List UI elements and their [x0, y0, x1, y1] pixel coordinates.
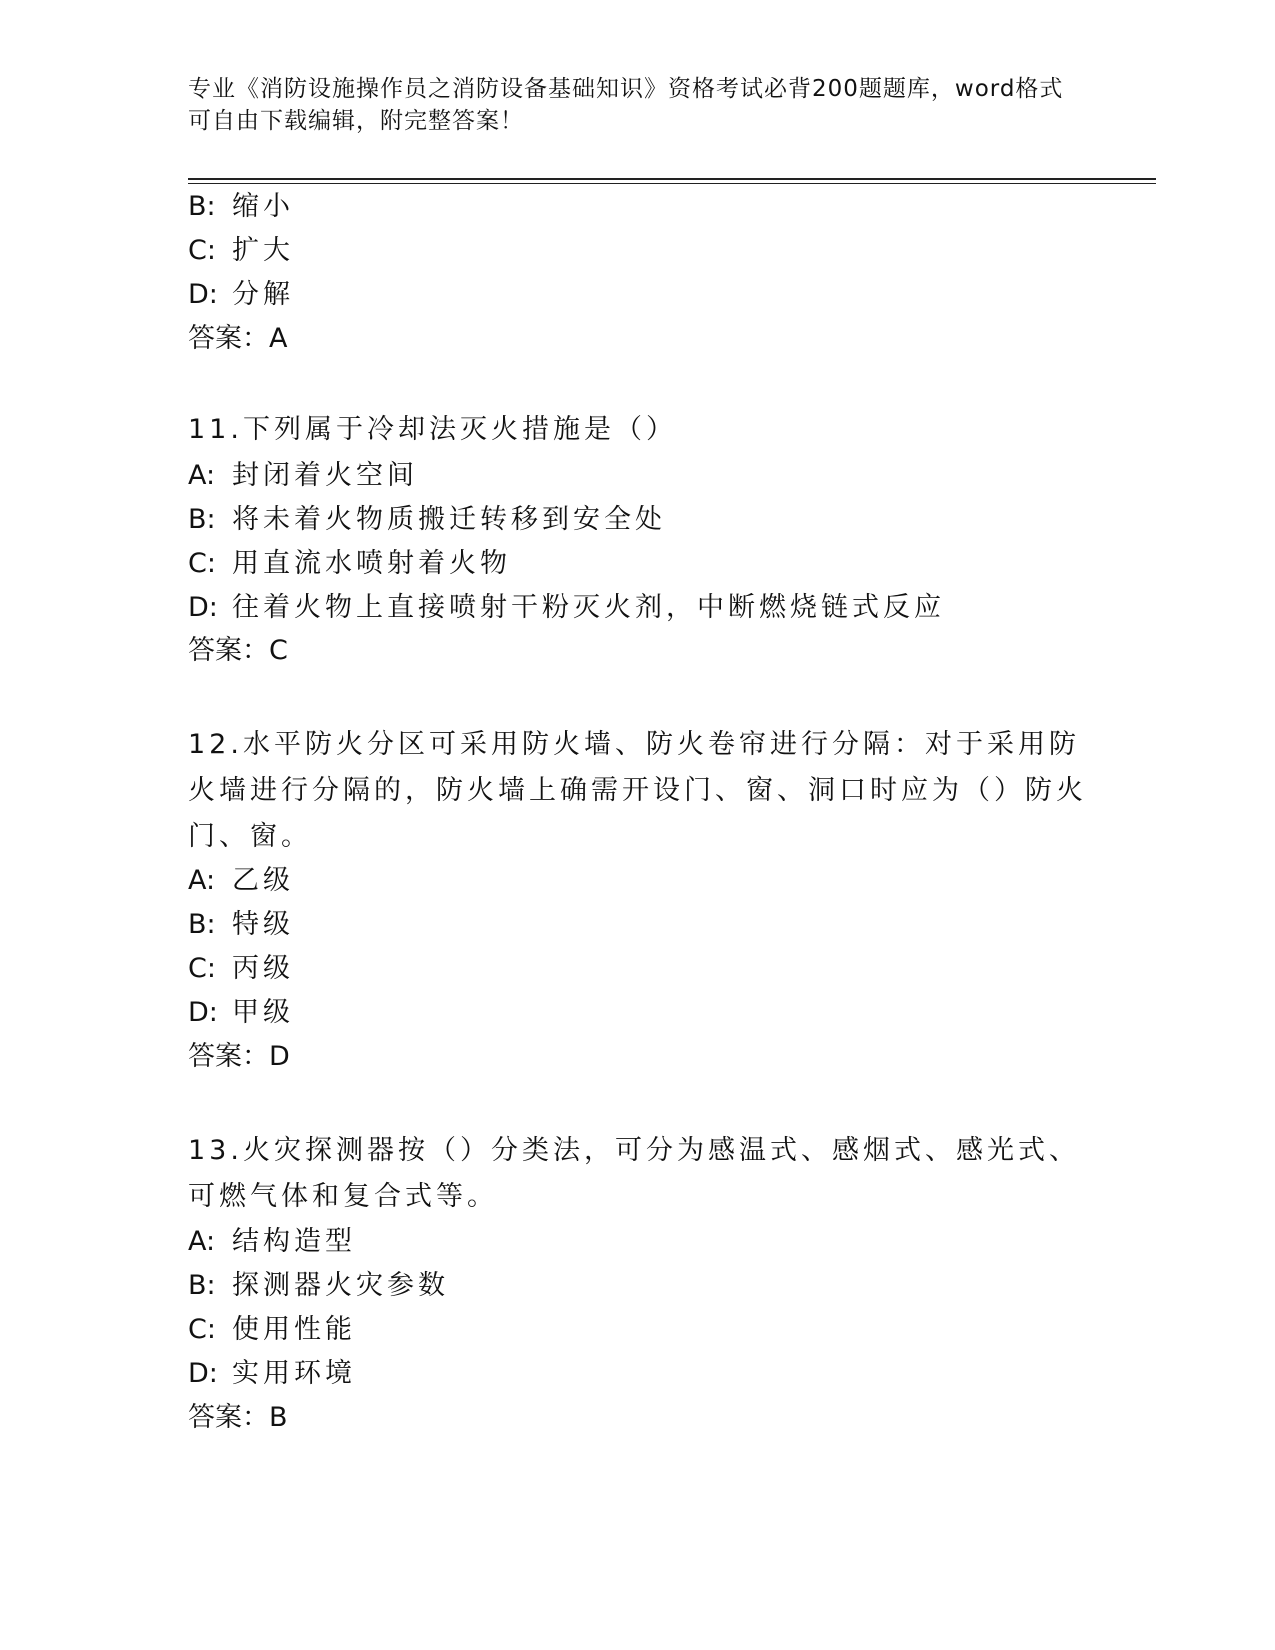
option-text: 用直流水喷射着火物	[232, 548, 511, 579]
question-stem: 13.火灾探测器按（）分类法，可分为感温式、感烟式、感光式、可燃气体和复合式等。	[188, 1135, 1080, 1212]
question-stem: 11.下列属于冷却法灭火措施是（）	[188, 414, 677, 445]
option-text: 将未着火物质搬迁转移到安全处	[232, 504, 666, 535]
question-stem: 12.水平防火分区可采用防火墙、防火卷帘进行分隔：对于采用防火墙进行分隔的，防火墙上确需开设门、窗、洞口时应为（）防火门、窗。	[188, 729, 1087, 852]
option-line	[188, 547, 511, 581]
option-line	[188, 864, 294, 898]
option-line	[188, 190, 294, 224]
option-text: 特级	[232, 909, 294, 940]
option-text: 丙级	[232, 953, 294, 984]
option-line	[188, 459, 418, 493]
option-label: C:	[188, 235, 216, 266]
option-line	[188, 1269, 449, 1303]
answer-line: 答案：B	[188, 1402, 288, 1433]
answer-line: 答案：C	[188, 635, 288, 666]
option-line	[188, 234, 294, 268]
option-label: C:	[188, 548, 216, 579]
option-label: B:	[188, 909, 216, 940]
answer-line: 答案：A	[188, 323, 288, 354]
option-line	[188, 996, 294, 1030]
option-label: D:	[188, 592, 218, 623]
option-line	[188, 952, 294, 986]
option-line	[188, 1357, 356, 1391]
option-label: B:	[188, 191, 216, 222]
option-label: D:	[188, 997, 218, 1028]
option-line	[188, 278, 294, 312]
option-text: 封闭着火空间	[232, 460, 418, 491]
option-line	[188, 1225, 356, 1259]
answer-line: 答案：D	[188, 1041, 290, 1072]
document-header: 专业《消防设施操作员之消防设备基础知识》资格考试必背200题题库，word格式可自由下载编辑，附完整答案！	[188, 76, 1064, 134]
option-text: 乙级	[232, 865, 294, 896]
option-label: D:	[188, 279, 218, 310]
option-text: 结构造型	[232, 1226, 356, 1257]
option-label: B:	[188, 1270, 216, 1301]
option-line	[188, 591, 945, 625]
option-label: D:	[188, 1358, 218, 1389]
option-label: A:	[188, 865, 216, 896]
option-text: 使用性能	[232, 1314, 356, 1345]
option-line	[188, 1313, 356, 1347]
option-label: C:	[188, 953, 216, 984]
option-label: A:	[188, 460, 216, 491]
option-text: 甲级	[232, 997, 294, 1028]
option-text: 分解	[232, 279, 294, 310]
option-label: A:	[188, 1226, 216, 1257]
option-label: B:	[188, 504, 216, 535]
option-text: 缩小	[232, 191, 294, 222]
option-text: 扩大	[232, 235, 294, 266]
header-divider-thin	[188, 183, 1156, 184]
option-text: 探测器火灾参数	[232, 1270, 449, 1301]
option-text: 实用环境	[232, 1358, 356, 1389]
option-text: 往着火物上直接喷射干粉灭火剂，中断燃烧链式反应	[232, 592, 945, 623]
option-line	[188, 908, 294, 942]
header-divider	[188, 178, 1156, 180]
option-line	[188, 503, 666, 537]
option-label: C:	[188, 1314, 216, 1345]
